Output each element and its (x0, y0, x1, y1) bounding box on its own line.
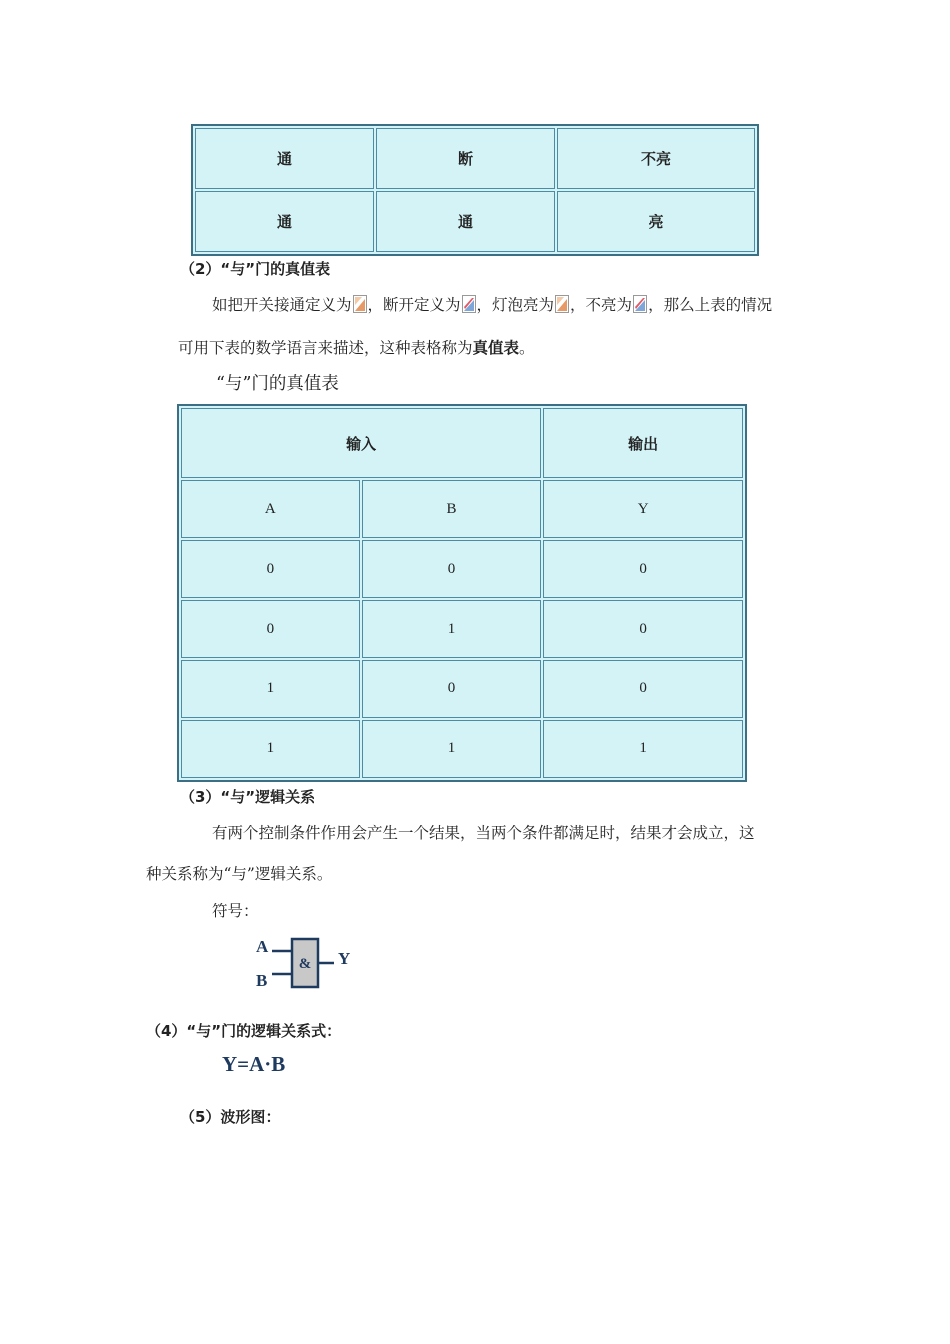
gate-input-b-label: B (256, 971, 268, 990)
table-cell: 0 (543, 540, 743, 598)
table-row (181, 480, 743, 538)
table-header-row (181, 408, 743, 478)
header-input: 输入 (181, 408, 541, 478)
paragraph-text: 可用下表的数学语言来描述，这种表格称为 (178, 339, 473, 357)
paragraph-line (178, 336, 535, 358)
table-row (195, 191, 755, 252)
table-row (181, 540, 743, 598)
paragraph-line (212, 293, 772, 315)
section-heading: （2）“与”门的真值表 (180, 260, 331, 278)
table-cell: 通 (195, 191, 374, 252)
header-output: 输出 (543, 408, 743, 478)
value-zero-icon (462, 295, 476, 313)
gate-output-label: Y (338, 949, 351, 968)
table-row (181, 720, 743, 778)
table-cell: 通 (195, 128, 374, 189)
symbol-label: 符号： (212, 902, 259, 920)
column-label-a: A (181, 480, 360, 538)
table-cell: 通 (376, 191, 555, 252)
paragraph-line: 有两个控制条件作用会产生一个结果，当两个条件都满足时，结果才会成立，这 (212, 824, 755, 842)
section-heading: （4）“与”门的逻辑关系式： (146, 1022, 342, 1040)
table-cell: 1 (362, 720, 542, 778)
table-caption: “与”门的真值表 (216, 374, 339, 394)
column-label-b: B (362, 480, 542, 538)
switch-state-table (191, 124, 759, 256)
paragraph-text: ，不亮为 (570, 296, 633, 314)
paragraph-text: 。 (519, 339, 535, 357)
table-row (195, 128, 755, 189)
table-cell: 1 (362, 600, 542, 658)
table-cell: 0 (543, 660, 743, 718)
table-cell: 0 (362, 660, 542, 718)
paragraph-text: ，灯泡亮为 (476, 296, 555, 314)
table-cell: 0 (543, 600, 743, 658)
table-row (181, 600, 743, 658)
table-cell: 0 (181, 540, 360, 598)
paragraph-text: 如把开关接通定义为 (212, 296, 352, 314)
section-heading: （3）“与”逻辑关系 (180, 788, 316, 806)
paragraph-line: 种关系称为“与”逻辑关系。 (146, 865, 333, 883)
table-cell: 0 (181, 600, 360, 658)
paragraph-text: ，那么上表的情况 (648, 296, 773, 314)
table-cell: 1 (543, 720, 743, 778)
table-cell: 不亮 (557, 128, 755, 189)
table-cell: 断 (376, 128, 555, 189)
bold-term: 真值表 (472, 339, 520, 357)
table-cell: 1 (181, 720, 360, 778)
section-heading: （5）波形图： (180, 1108, 281, 1126)
table-cell: 0 (362, 540, 542, 598)
value-one-icon (555, 295, 569, 313)
truth-table (177, 404, 747, 782)
table-cell: 1 (181, 660, 360, 718)
gate-input-a-label: A (256, 937, 269, 956)
and-gate-symbol (250, 934, 360, 994)
column-label-y: Y (543, 480, 743, 538)
value-zero-icon (633, 295, 647, 313)
paragraph-text: ，断开定义为 (367, 296, 461, 314)
table-cell: 亮 (557, 191, 755, 252)
value-one-icon (353, 295, 367, 313)
gate-operator: & (298, 956, 312, 972)
table-row (181, 660, 743, 718)
logic-formula: Y=A·B (222, 1052, 286, 1076)
